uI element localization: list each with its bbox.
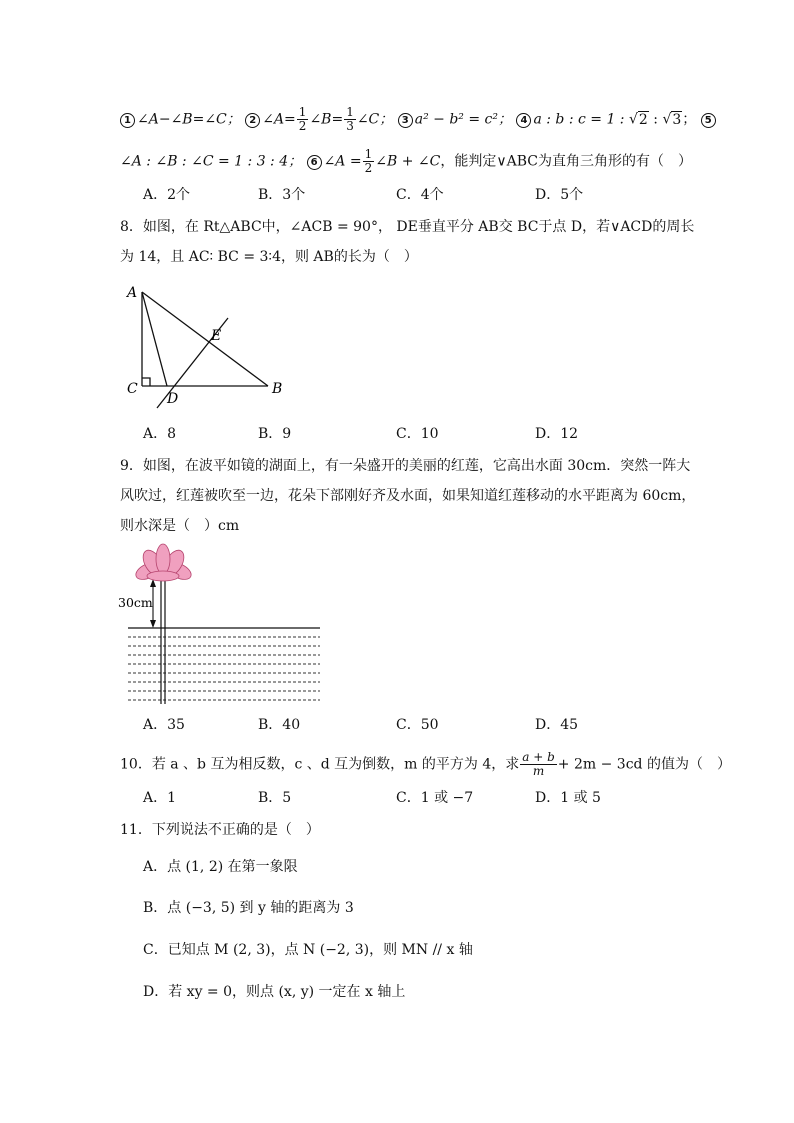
q7-cond3: a² − b² = c²； — [414, 111, 512, 128]
q9-stem-line3: 则水深是（ ）cm — [120, 518, 240, 534]
marker-4: 4 — [516, 113, 531, 128]
label-d: D — [167, 391, 179, 407]
sqrt-icon: √ — [628, 111, 638, 128]
q7-cond4-root2: 3 — [672, 111, 682, 128]
q8-stem-line1: 8．如图，在 Rt△ABC中，∠ACB = 90°， DE垂直平分 AB交 BC于点 D，若∨ACD的周长 — [120, 219, 695, 235]
q7-cond2-pre: ∠A= — [262, 111, 296, 128]
marker-5: 5 — [701, 113, 716, 128]
label-a: A — [127, 285, 138, 301]
q7-cond1: ∠A−∠B=∠C； — [137, 111, 241, 128]
q8-option-b[interactable]: B．9 — [258, 426, 292, 442]
q8-stem-line2: 为 14，且 AC∶ BC = 3∶4，则 AB的长为（ ） — [120, 249, 418, 265]
q7-cond6-pre: ∠A = — [323, 153, 362, 170]
height-label: 30cm — [118, 595, 153, 610]
q8-option-d[interactable]: D．12 — [535, 426, 579, 442]
q10-option-b[interactable]: B．5 — [258, 790, 292, 806]
q7-cond4-pre: a : b : c = 1 : — [533, 111, 629, 128]
q10-option-a[interactable]: A．1 — [143, 790, 177, 806]
sqrt-icon: √ — [662, 111, 672, 128]
label-c: C — [127, 381, 138, 397]
frac-num: 1 — [346, 105, 354, 119]
q7-option-a[interactable]: A．2个 — [143, 187, 191, 203]
q11-option-b[interactable]: B．点 (−3, 5) 到 y 轴的距离为 3 — [143, 900, 354, 916]
marker-2: 2 — [245, 113, 260, 128]
q7-option-b[interactable]: B．3个 — [258, 187, 306, 203]
q11-option-a[interactable]: A．点 (1, 2) 在第一象限 — [143, 859, 298, 875]
q10-fraction — [520, 751, 557, 778]
lotus-flower-icon — [133, 544, 193, 583]
frac-num: a + b — [522, 750, 555, 764]
q11-stem: 11．下列说法不正确的是（ ） — [120, 822, 320, 838]
q7-cond4-root1: 2 — [638, 111, 648, 128]
q9-option-a[interactable]: A．35 — [143, 717, 185, 733]
q7-cond2-post: ∠C； — [356, 111, 394, 128]
q8-option-c[interactable]: C．10 — [396, 426, 439, 442]
q10-stem-post: + 2m − 3cd 的值为（ ） — [557, 756, 731, 773]
marker-1: 1 — [120, 113, 135, 128]
q9-option-d[interactable]: D．45 — [535, 717, 579, 733]
q7-cond5: ∠A : ∠B : ∠C = 1 : 3 : 4； — [120, 153, 303, 170]
marker-3: 3 — [398, 113, 413, 128]
frac-num: 1 — [298, 105, 307, 119]
frac-num: 1 — [364, 147, 373, 161]
q10-stem — [120, 751, 731, 778]
q9-option-c[interactable]: C．50 — [396, 717, 439, 733]
q9-options — [143, 715, 623, 735]
q7-cond2-mid: ∠B= — [309, 111, 344, 128]
q11-option-d[interactable]: D．若 xy = 0，则点 (x, y) 一定在 x 轴上 — [143, 984, 406, 1000]
q7-cond6-post: ∠B + ∠C — [375, 153, 441, 170]
q7-question: ，能判定∨ABC为直角三角形的有（ ） — [440, 153, 692, 170]
q11-option-c[interactable]: C．已知点 M (2, 3)，点 N (−2, 3)，则 MN // x 轴 — [143, 942, 473, 958]
frac-den: 2 — [364, 161, 373, 175]
frac-den: m — [532, 764, 545, 778]
q10-option-d[interactable]: D．1 或 5 — [535, 790, 601, 806]
marker-6: 6 — [307, 155, 322, 170]
q8-option-a[interactable]: A．8 — [143, 426, 177, 442]
q10-options — [143, 788, 623, 808]
q9-stem-line1: 9．如图，在波平如镜的湖面上，有一朵盛开的美丽的红莲，它高出水面 30cm．突然一阵大 — [120, 458, 691, 474]
q7-option-d[interactable]: D．5个 — [535, 187, 584, 203]
q10-option-c[interactable]: C．1 或 −7 — [396, 790, 474, 806]
q7-cond4-colon: : — [648, 111, 663, 128]
q7-option-c[interactable]: C．4个 — [396, 187, 444, 203]
label-e: E — [211, 328, 222, 344]
q9-stem-line2: 风吹过，红莲被吹至一边，花朵下部刚好齐及水面，如果知道红莲移动的水平距离为 60cm， — [120, 488, 696, 504]
label-b: B — [272, 381, 283, 397]
q10-stem-pre: 10．若 a 、b 互为相反数，c 、d 互为倒数，m 的平方为 4，求 — [120, 756, 520, 773]
frac-den: 2 — [298, 119, 307, 133]
q7-cond4-post: ； — [682, 111, 697, 128]
q9-option-b[interactable]: B．40 — [258, 717, 301, 733]
frac-den: 3 — [346, 119, 354, 133]
